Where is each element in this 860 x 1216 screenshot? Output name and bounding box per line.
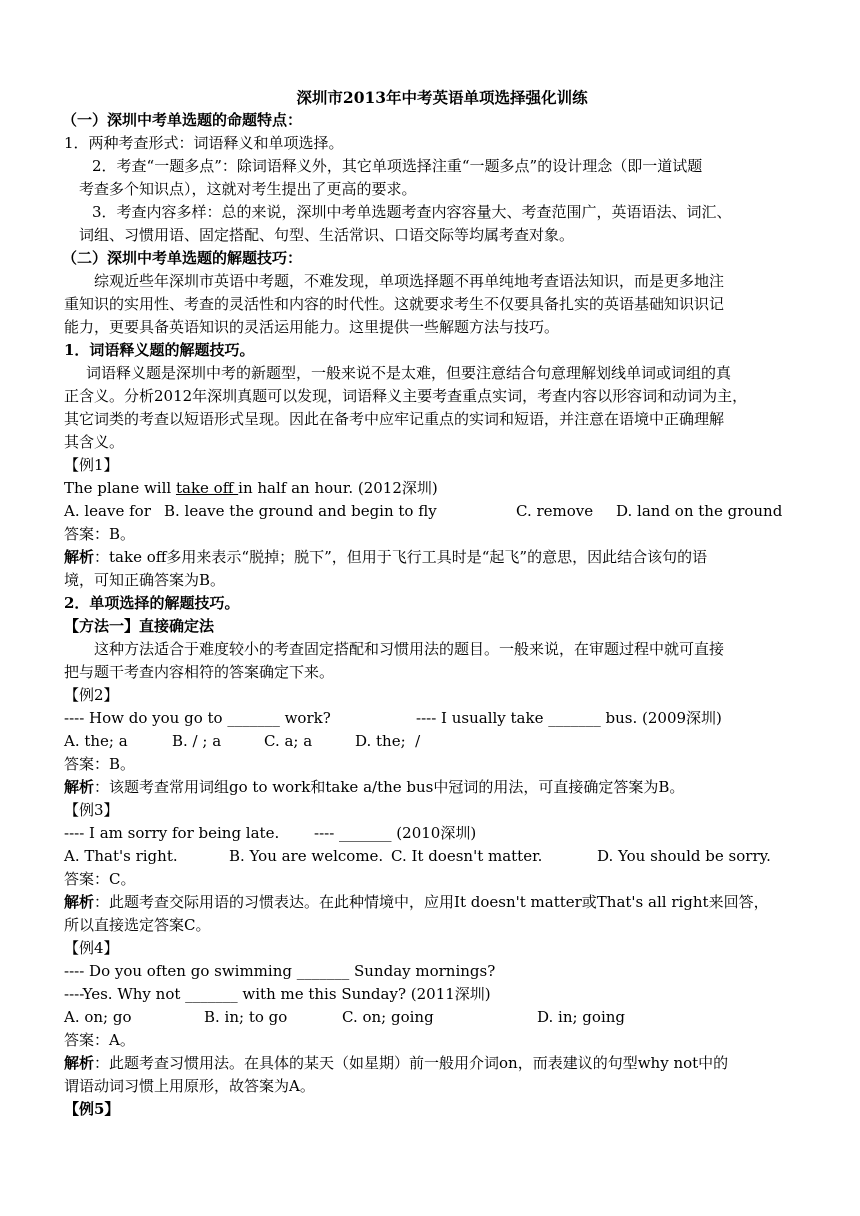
q-text: in half an hour. (2012深圳): [238, 479, 438, 497]
example1-answer: 答案：B。: [64, 525, 136, 543]
option-b: B. in; to go: [204, 1008, 288, 1026]
s2-para-line1: 综观近些年深圳市英语中考题，不难发现，单项选择题不再单纯地考查语法知识，而是更多地注: [94, 272, 725, 290]
example1-explanation-line1: [64, 546, 820, 569]
method1-line1: 这种方法适合于难度较小的考查固定搭配和习惯用法的题目。一般来说，在审题过程中就可直接: [94, 640, 725, 658]
t1-line4: 其含义。: [64, 433, 125, 451]
explanation-label: 解析: [64, 548, 95, 566]
document-title: 深圳市2013年中考英语单项选择强化训练: [296, 88, 588, 107]
s1-point1: 1．两种考查形式：词语释义和单项选择。: [64, 134, 344, 152]
option-a: A. on; go: [64, 1008, 132, 1026]
example3-question: [64, 822, 820, 845]
s2-para-line2: 重知识的实用性、考查的灵活性和内容的时代性。这就要求考生不仅要具备扎实的英语基础知识识记: [64, 295, 725, 313]
explanation-label: 解析: [64, 893, 95, 911]
s2-para-line3: 能力，更要具备英语知识的灵活运用能力。这里提供一些解题方法与技巧。: [64, 318, 560, 336]
example4-question-line1: ---- Do you often go swimming _______ Sunday mornings?: [64, 962, 496, 980]
response-line: ---- I usually take _______ bus. (2009深圳): [416, 709, 722, 727]
q-text: The plane will: [64, 479, 176, 497]
option-c: C. It doesn't matter.: [391, 847, 543, 865]
technique1-heading: 1．词语释义题的解题技巧。: [64, 341, 255, 359]
example2-label: 【例2】: [64, 686, 119, 704]
underlined-phrase: take off: [175, 479, 239, 497]
s1-point2-line1: 2．考查“一题多点”：除词语释义外，其它单项选择注重“一题多点”的设计理念（即一道试题: [92, 157, 703, 175]
explanation-text: ：此题考查交际用语的习惯表达。在此种情境中，应用It doesn't matter或That's all right来回答，: [94, 893, 769, 911]
s1-point2-line2: 考查多个知识点），这就对考生提出了更高的要求。: [79, 180, 417, 198]
example4-explanation-line1: [64, 1052, 820, 1075]
example4-answer: 答案：A。: [64, 1031, 135, 1049]
t1-line1: 词语释义题是深圳中考的新题型，一般来说不是太难，但要注意结合句意理解划线单词或词组的真: [86, 364, 732, 382]
example3-options: [64, 845, 820, 868]
section2-heading: （二）深圳中考单选题的解题技巧：: [62, 249, 303, 267]
explanation-text: ：该题考查常用词组go to work和take a/the bus中冠词的用法，可直接确定答案为B。: [94, 778, 685, 796]
option-a: A. the; a: [64, 732, 128, 750]
response-line: ---- _______ (2010深圳): [314, 824, 477, 842]
explanation-label: 解析: [64, 1054, 95, 1072]
explanation-text: ：take off多用来表示“脱掉；脱下”，但用于飞行工具时是“起飞”的意思，因此结合该句的语: [94, 548, 708, 566]
explanation-label: 解析: [64, 778, 95, 796]
section1-heading: （一）深圳中考单选题的命题特点：: [62, 111, 303, 129]
method1-label: 【方法一】直接确定法: [64, 617, 215, 635]
example5-label: 【例5】: [64, 1100, 120, 1118]
example2-options: [64, 730, 820, 753]
option-d: D. land on the ground: [616, 502, 783, 520]
option-b: B. You are welcome.: [229, 847, 384, 865]
s1-point3-line1: 3．考查内容多样：总的来说，深圳中考单选题考查内容容量大、考查范围广，英语语法、词汇、: [92, 203, 732, 221]
option-d: D. in; going: [537, 1008, 626, 1026]
example3-answer: 答案：C。: [64, 870, 136, 888]
option-a: A. That's right.: [64, 847, 178, 865]
example4-explanation-line2: 谓语动词习惯上用原形，故答案为A。: [64, 1077, 315, 1095]
document-page: [64, 86, 820, 1121]
method1-line2: 把与题干考查内容相符的答案确定下来。: [64, 663, 335, 681]
example1-label: 【例1】: [64, 456, 119, 474]
option-d: D. You should be sorry.: [597, 847, 771, 865]
example2-question: [64, 707, 820, 730]
example3-explanation-line1: [64, 891, 820, 914]
option-c: C. a; a: [264, 732, 313, 750]
option-c: C. remove: [516, 502, 594, 520]
example4-question-line2: ----Yes. Why not _______ with me this Sunday? (2011深圳): [64, 985, 491, 1003]
example1-explanation-line2: 境，可知正确答案为B。: [64, 571, 226, 589]
option-d: D. the; /: [355, 732, 421, 750]
question-line: ---- I am sorry for being late.: [64, 824, 280, 842]
example4-label: 【例4】: [64, 939, 119, 957]
example4-options: [64, 1006, 820, 1029]
example1-question: [64, 477, 820, 500]
example3-explanation-line2: 所以直接选定答案C。: [64, 916, 211, 934]
s1-point3-line2: 词组、习惯用语、固定搭配、句型、生活常识、口语交际等均属考查对象。: [79, 226, 575, 244]
example3-label: 【例3】: [64, 801, 119, 819]
example2-answer: 答案：B。: [64, 755, 136, 773]
option-c: C. on; going: [342, 1008, 434, 1026]
option-b: B. / ; a: [172, 732, 222, 750]
t1-line3: 其它词类的考查以短语形式呈现。因此在备考中应牢记重点的实词和短语，并注意在语境中正确理解: [64, 410, 725, 428]
option-a: A. leave for: [64, 502, 151, 520]
t1-line2: 正含义。分析2012年深圳真题可以发现，词语释义主要考查重点实词，考查内容以形容词和动词为主，: [64, 387, 748, 405]
explanation-text: ：此题考查习惯用法。在具体的某天（如星期）前一般用介词on，而表建议的句型why not中的: [94, 1054, 729, 1072]
example1-options: [64, 500, 820, 523]
question-line: ---- How do you go to _______ work?: [64, 709, 331, 727]
example2-explanation: [64, 776, 820, 799]
technique2-heading: 2．单项选择的解题技巧。: [64, 594, 240, 612]
option-b: B. leave the ground and begin to fly: [164, 502, 437, 520]
